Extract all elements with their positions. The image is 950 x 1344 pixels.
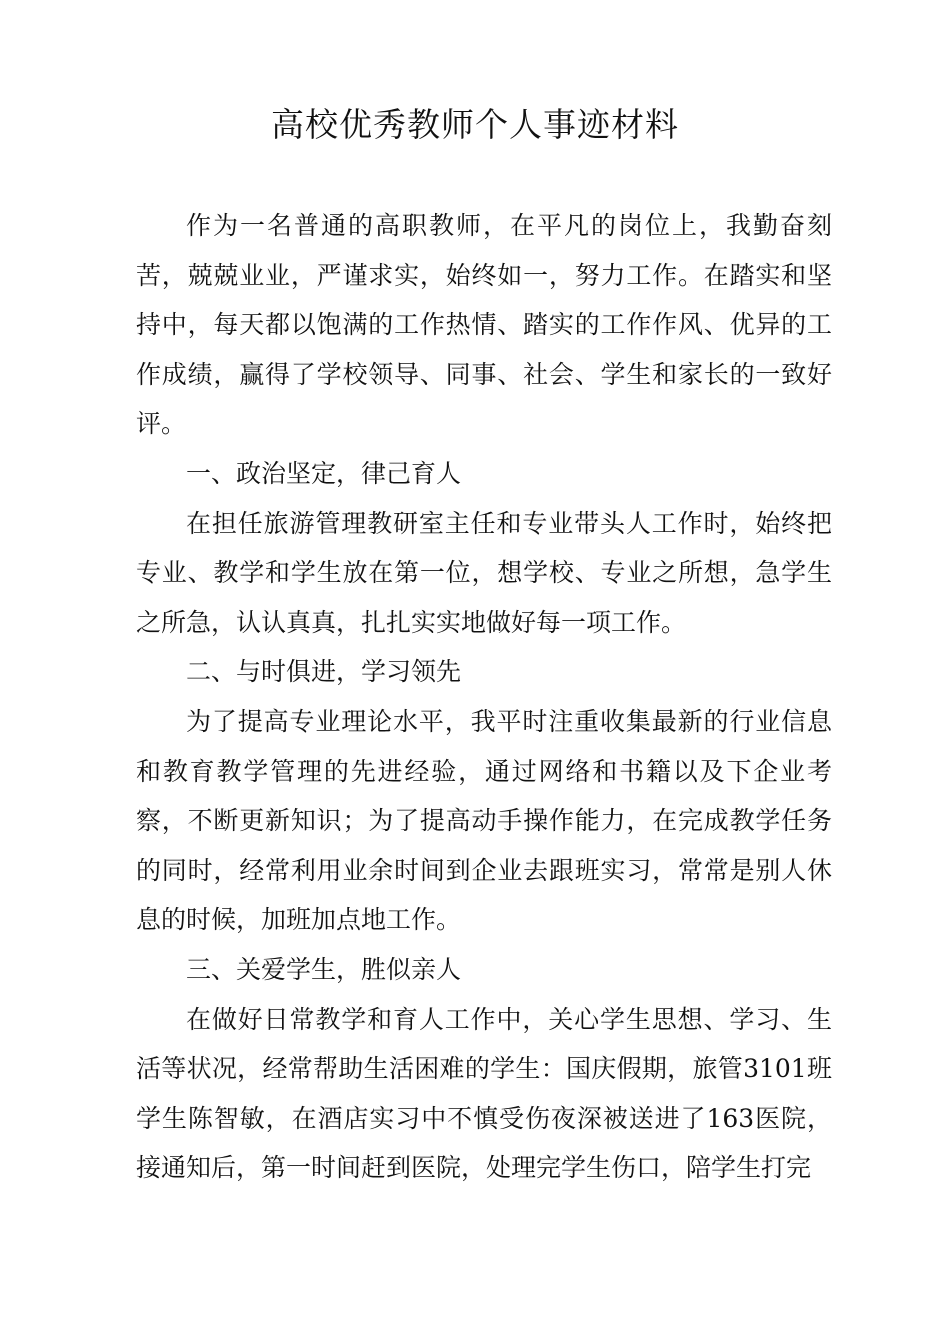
document-body (136, 201, 832, 1193)
section-heading-1: 一、政治坚定，律己育人 (186, 458, 462, 488)
paragraph-section-2: 为了提高专业理论水平，我平时注重收集最新的行业信息和教育教学管理的先进经验，通过网络和书籍以及下企业考察，不断更新知识；为了提高动手操作能力，在完成教学任务的同时，经常利用业余时间到企业去跟班实习，常常是别人休息的时候，加班加点地工作。 (136, 706, 832, 935)
section-heading-3: 三、关爱学生，胜似亲人 (186, 954, 462, 984)
paragraph-section-3: 在做好日常教学和育人工作中，关心学生思想、学习、生活等状况，经常帮助生活困难的学生：国庆假期，旅管3101班学生陈智敏，在酒店实习中不慎受伤夜深被送进了163医院，接通知后，第一时间赶到医院，处理完学生伤口，陪学生打完 (136, 1004, 832, 1183)
paragraph-intro: 作为一名普通的高职教师，在平凡的岗位上，我勤奋刻苦，兢兢业业，严谨求实，始终如一，努力工作。在踏实和坚持中，每天都以饱满的工作热情、踏实的工作作风、优异的工作成绩，赢得了学校领导、同事、社会、学生和家长的一致好评。 (136, 211, 832, 439)
section-heading-2: 二、与时俱进，学习领先 (186, 657, 462, 687)
paragraph-section-1: 在担任旅游管理教研室主任和专业带头人工作时，始终把专业、教学和学生放在第一位，想学校、专业之所想，急学生之所急，认认真真，扎扎实实地做好每一项工作。 (136, 508, 832, 637)
document-title: 高校优秀教师个人事迹材料 (271, 105, 679, 144)
